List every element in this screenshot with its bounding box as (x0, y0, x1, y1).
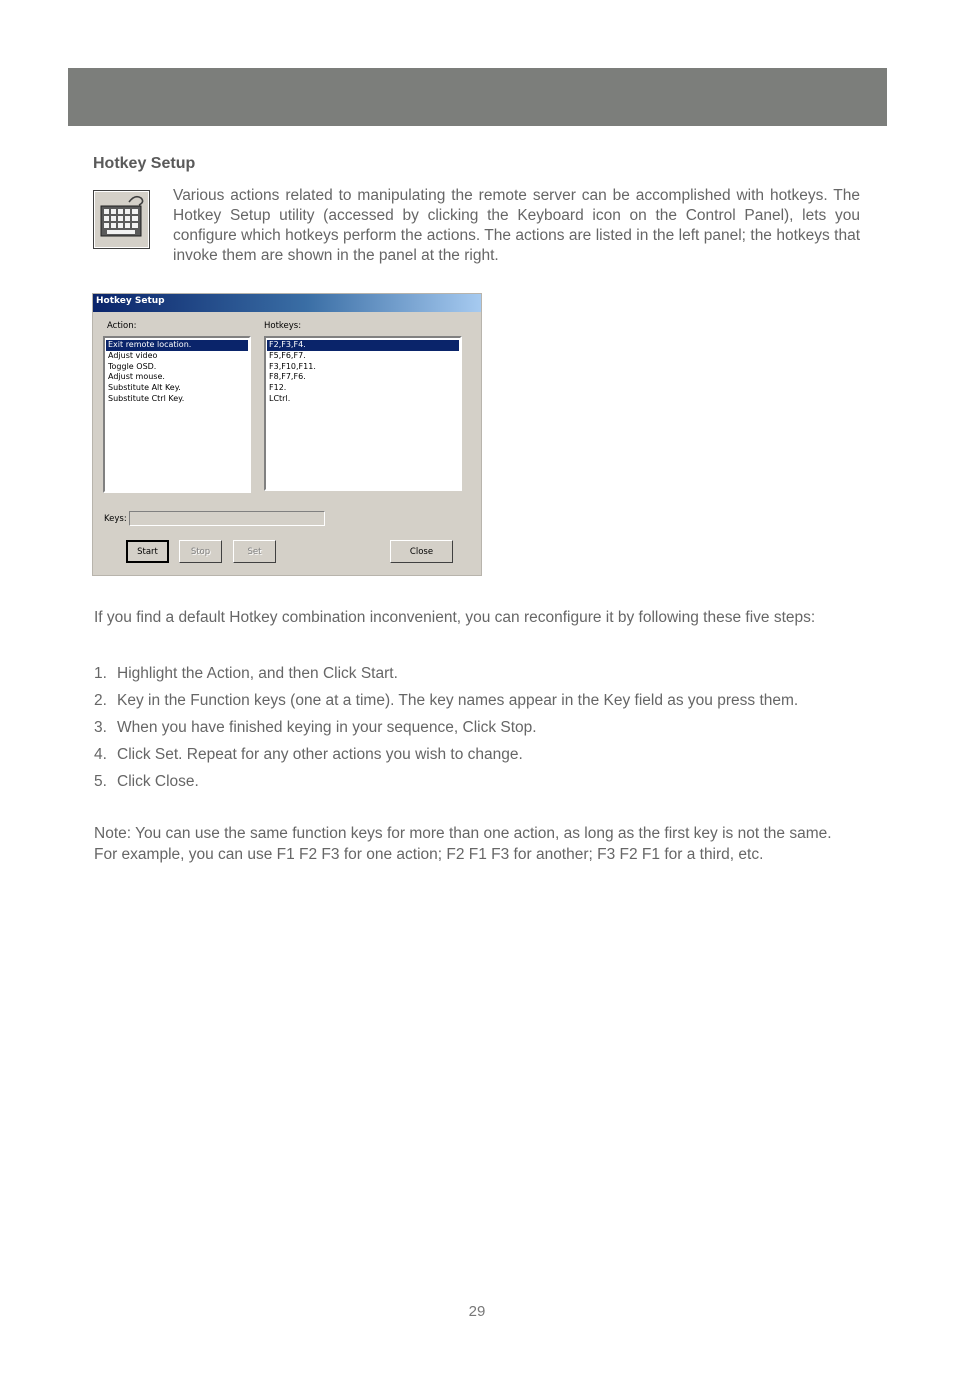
list-item (94, 714, 798, 741)
action-item[interactable]: Adjust mouse. (108, 372, 165, 382)
hotkey-item[interactable]: F12. (269, 383, 287, 393)
action-listbox[interactable] (103, 336, 251, 493)
list-item (94, 741, 798, 768)
step-text: When you have finished keying in your sequence, Click Stop. (117, 719, 537, 736)
hotkey-item[interactable]: F8,F7,F6. (269, 372, 306, 382)
reconfigure-paragraph: If you find a default Hotkey combination inconvenient, you can reconfigure it by following these five steps: (94, 609, 816, 626)
step-text: Highlight the Action, and then Click Start. (117, 665, 398, 682)
keys-field[interactable] (129, 511, 325, 526)
action-item[interactable]: Substitute Alt Key. (108, 383, 181, 393)
hotkey-item[interactable]: F3,F10,F11. (269, 361, 316, 371)
note-line-2: For example, you can use F1 F2 F3 for one action; F2 F1 F3 for another; F3 F2 F1 for a third, etc. (94, 846, 764, 863)
hotkey-item[interactable]: F2,F3,F4. (267, 340, 459, 351)
intro-paragraph: Various actions related to manipulating the remote server can be accomplished with hotkeys. The Hotkey Setup utility (accessed by clicking the Keyboard icon on the Control Panel), lets you configure which hotkeys perform the actions. The actions are listed in the left panel; the hotkeys that invoke them are shown in the panel at the right. (173, 187, 860, 264)
list-item (94, 768, 798, 795)
list-item (94, 660, 798, 687)
hotkey-item[interactable]: LCtrl. (269, 393, 291, 403)
note-line-1: Note: You can use the same function keys for more than one action, as long as the first key is not the same. (94, 825, 832, 842)
action-item[interactable]: Substitute Ctrl Key. (108, 393, 185, 403)
action-item[interactable]: Exit remote location. (106, 340, 248, 351)
step-number: 2. (94, 692, 107, 709)
dialog-titlebar[interactable] (93, 294, 481, 312)
step-text: Click Set. Repeat for any other actions you wish to change. (117, 746, 523, 763)
set-button[interactable]: Set (233, 540, 276, 563)
header-bar (68, 68, 887, 126)
step-number: 1. (94, 665, 107, 682)
page-number: 29 (468, 1303, 486, 1320)
action-item[interactable]: Adjust video (108, 350, 158, 360)
hotkey-setup-dialog (92, 293, 482, 576)
step-text: Click Close. (117, 773, 199, 790)
dialog-title: Hotkey Setup (96, 296, 165, 306)
steps-list (94, 660, 798, 795)
hotkeys-label: Hotkeys: (264, 321, 302, 331)
hotkey-item[interactable]: F5,F6,F7. (269, 350, 306, 360)
step-text: Key in the Function keys (one at a time). The key names appear in the Key field as you press them. (117, 692, 799, 709)
keys-label: Keys: (104, 514, 127, 524)
step-number: 3. (94, 719, 107, 736)
action-item[interactable]: Toggle OSD. (108, 361, 157, 371)
step-number: 4. (94, 746, 107, 763)
keyboard-icon (93, 190, 150, 249)
start-button[interactable]: Start (126, 540, 169, 563)
close-button[interactable]: Close (390, 540, 453, 563)
stop-button[interactable]: Stop (179, 540, 222, 563)
list-item (94, 687, 798, 714)
hotkeys-listbox[interactable] (264, 336, 462, 491)
section-title: Hotkey Setup (93, 155, 196, 172)
action-label: Action: (107, 321, 137, 331)
step-number: 5. (94, 773, 107, 790)
